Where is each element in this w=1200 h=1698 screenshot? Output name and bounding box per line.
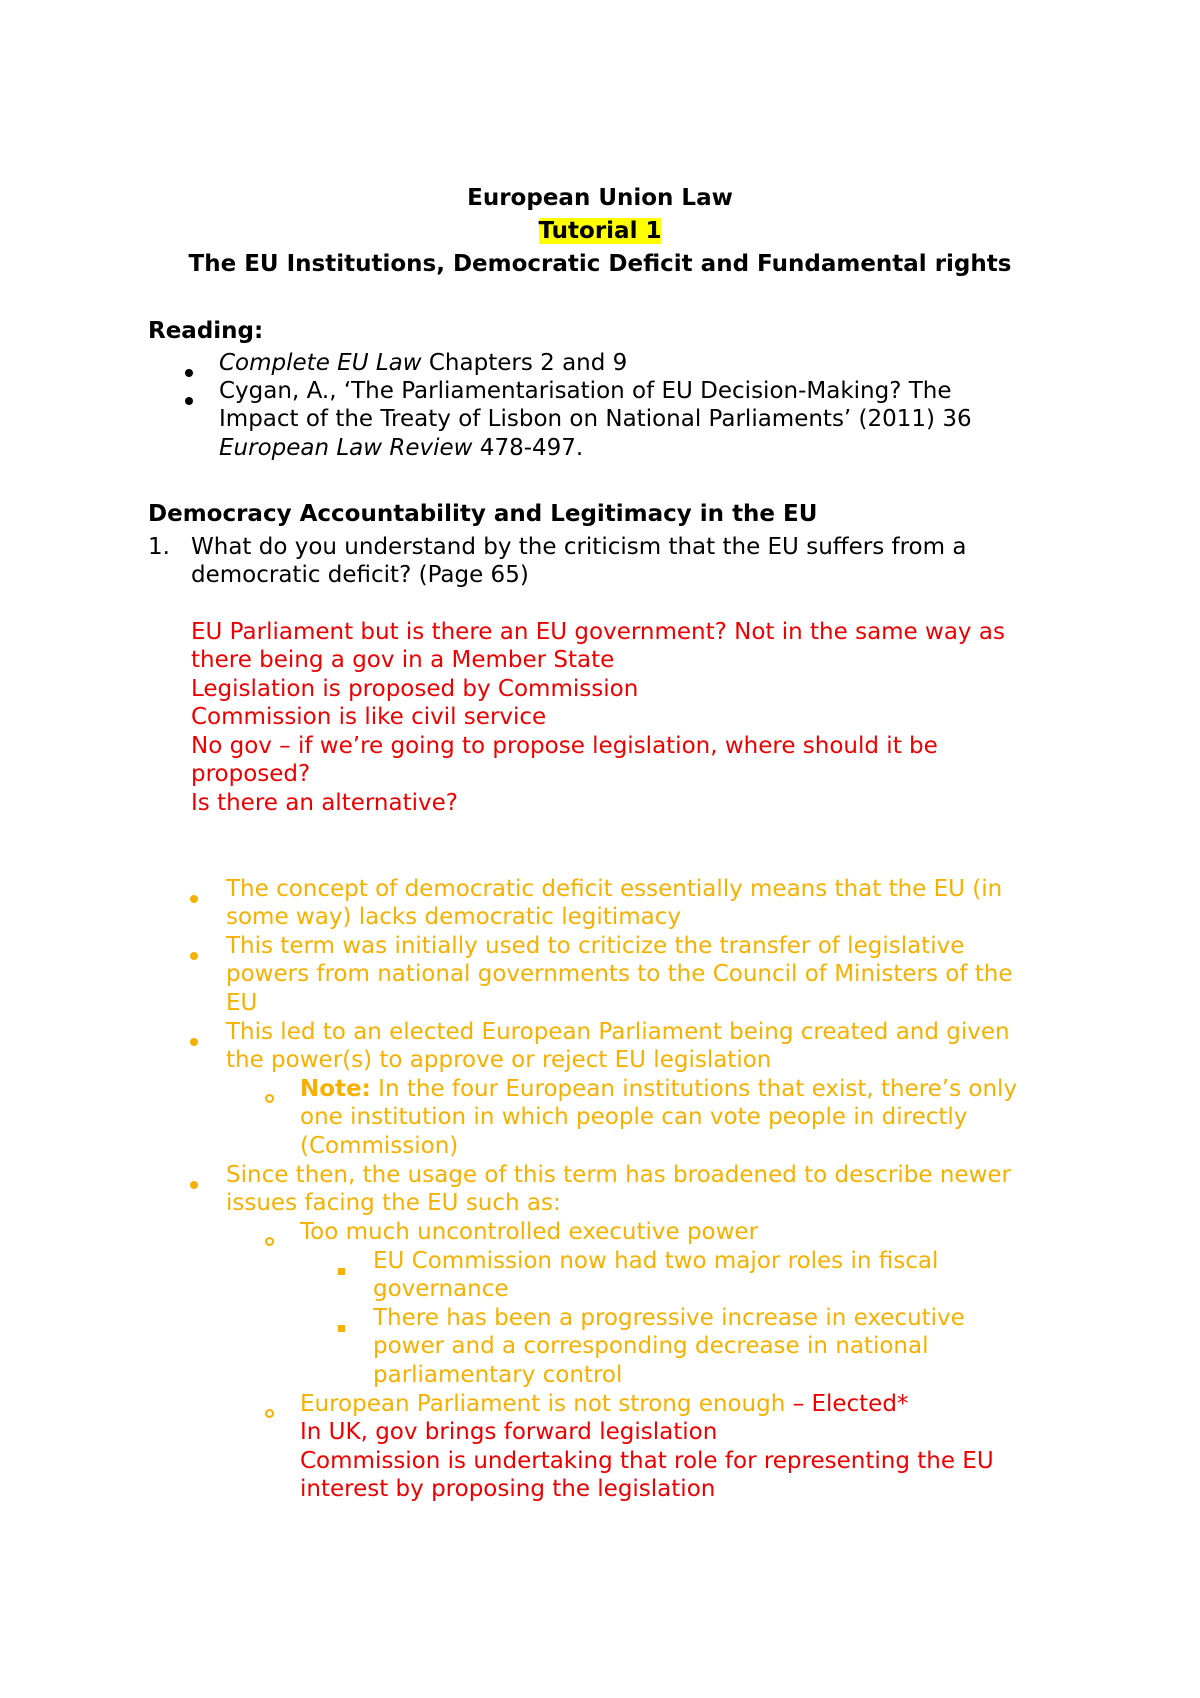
document-subtitle: The EU Institutions, Democratic Deficit and Fundamental rights <box>188 251 1012 277</box>
reading-item-2-line2: Impact of the Treaty of Lisbon on National Parliaments’ (2011) 36 <box>219 406 972 432</box>
question-line1: What do you understand by the criticism that the EU suffers from a <box>191 534 967 560</box>
red-note-line: Legislation is proposed by Commission <box>191 676 639 702</box>
bullet-3-line2: the power(s) to approve or reject EU legislation <box>226 1047 772 1073</box>
sub-sub-bullet-2-line3: parliamentary control <box>373 1362 623 1388</box>
bullet-2-line1: This term was initially used to criticize the transfer of legislative <box>226 933 965 959</box>
question-number: 1. <box>148 534 170 560</box>
bullet-icon <box>190 1025 198 1054</box>
reading-heading: Reading: <box>148 318 264 344</box>
note-line3: (Commission) <box>300 1133 459 1159</box>
section-heading: Democracy Accountability and Legitimacy in the EU <box>148 501 818 527</box>
sub-bullet-2-red-line1: In UK, gov brings forward legislation <box>300 1419 718 1445</box>
course-title: European Union Law <box>467 185 733 211</box>
bullet-1-line1: The concept of democratic deficit essentially means that the EU (in <box>226 876 1003 902</box>
sub-bullet-2-red-line2: Commission is undertaking that role for representing the EU <box>300 1448 994 1474</box>
reading-item-1: Complete EU Law Chapters 2 and 9 <box>219 350 628 376</box>
red-note-line: there being a gov in a Member State <box>191 647 615 673</box>
note-line1: Note: In the four European institutions that exist, there’s only <box>300 1076 1018 1102</box>
sub-sub-bullet-1-line1: EU Commission now had two major roles in fiscal <box>373 1248 939 1274</box>
bullet-2-line3: EU <box>226 990 258 1016</box>
reading-item-2-line3: European Law Review 478-497. <box>219 435 584 461</box>
circle-bullet-icon <box>265 1225 274 1254</box>
bullet-3-line1: This led to an elected European Parliament being created and given <box>226 1019 1010 1045</box>
sub-bullet-2: European Parliament is not strong enough – Elected* <box>300 1391 909 1417</box>
bullet-2-line2: powers from national governments to the Council of Ministers of the <box>226 961 1013 987</box>
question-line2: democratic deficit? (Page 65) <box>191 562 529 588</box>
square-bullet-icon <box>338 1311 345 1340</box>
square-bullet-icon <box>338 1254 345 1283</box>
red-note-line: Is there an alternative? <box>191 790 458 816</box>
bullet-4-line2: issues facing the EU such as: <box>226 1190 561 1216</box>
bullet-icon <box>190 939 198 968</box>
tutorial-label <box>0 217 1200 246</box>
red-note-line: Commission is like civil service <box>191 704 547 730</box>
red-note-line: EU Parliament but is there an EU government? Not in the same way as <box>191 619 1005 645</box>
bullet-icon <box>185 384 193 413</box>
bullet-1-line2: some way) lacks democratic legitimacy <box>226 904 681 930</box>
bullet-icon <box>185 356 193 385</box>
sub-sub-bullet-1-line2: governance <box>373 1276 509 1302</box>
circle-bullet-icon <box>265 1397 274 1426</box>
tutorial-highlight: Tutorial 1 <box>538 218 662 244</box>
bullet-4-line1: Since then, the usage of this term has broadened to describe newer <box>226 1162 1011 1188</box>
red-note-line: proposed? <box>191 761 311 787</box>
sub-bullet-2-red-line3: interest by proposing the legislation <box>300 1476 716 1502</box>
sub-bullet-1: Too much uncontrolled executive power <box>300 1219 759 1245</box>
sub-sub-bullet-2-line1: There has been a progressive increase in executive <box>373 1305 965 1331</box>
sub-sub-bullet-2-line2: power and a corresponding decrease in national <box>373 1333 929 1359</box>
red-note-line: No gov – if we’re going to propose legislation, where should it be <box>191 733 938 759</box>
circle-bullet-icon <box>265 1082 274 1111</box>
bullet-icon <box>190 882 198 911</box>
reading-item-2-line1: Cygan, A., ‘The Parliamentarisation of EU Decision-Making? The <box>219 378 952 404</box>
note-line2: one institution in which people can vote people in directly <box>300 1104 968 1130</box>
bullet-icon <box>190 1168 198 1197</box>
